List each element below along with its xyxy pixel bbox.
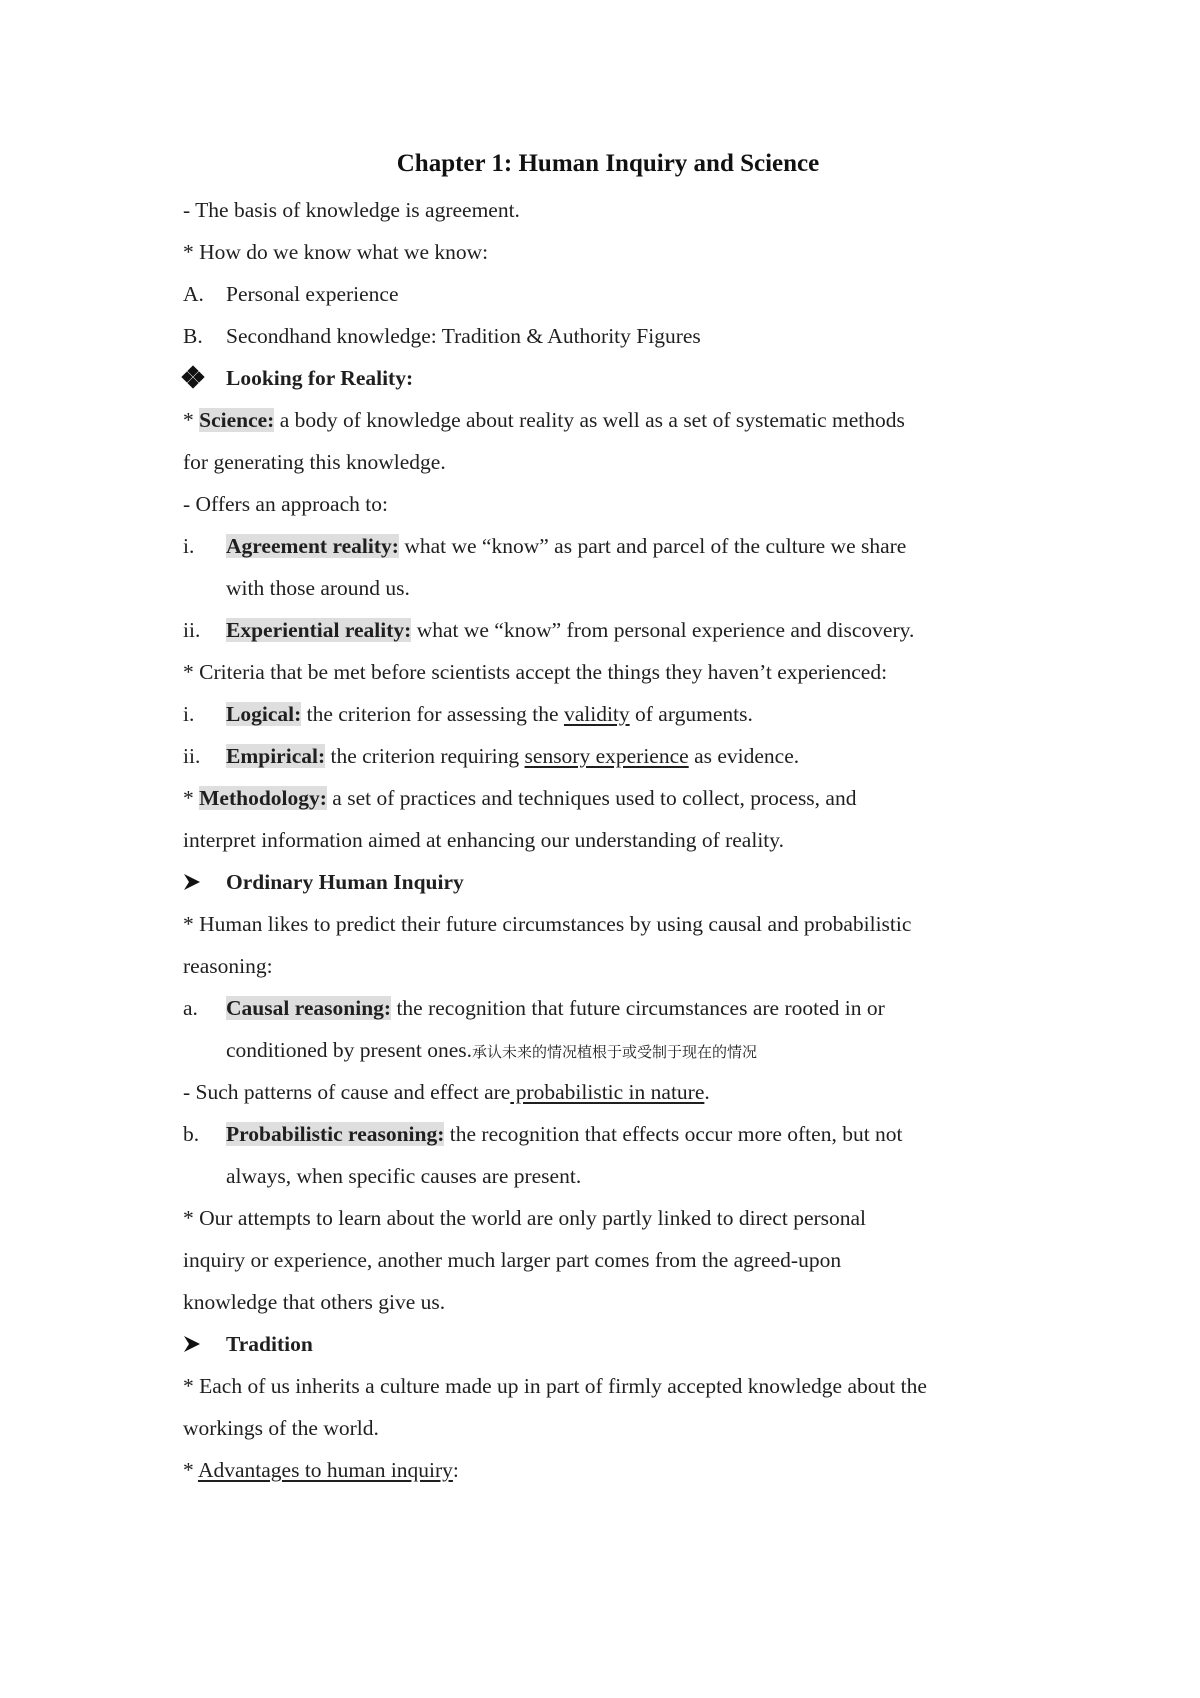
paragraph-methodology: [183, 777, 1033, 819]
list-item-text: Secondhand knowledge: Tradition & Authority Figures: [226, 324, 701, 348]
paragraph-science-cont: for generating this knowledge.: [183, 450, 446, 474]
definition-text: a set of practices and techniques used to collect, process, and: [326, 786, 857, 810]
definition-text: what we “know” as part and parcel of the culture we share: [398, 534, 907, 558]
list-marker: b.: [183, 1122, 200, 1146]
definition-text: the recognition that future circumstances are rooted in or: [391, 996, 885, 1020]
list-item-text: Personal experience: [226, 282, 399, 306]
definition-text: a body of knowledge about reality as well as a set of systematic methods: [274, 408, 905, 432]
list-item-secondhand-knowledge: [183, 315, 1033, 357]
bullet-prefix: *: [183, 408, 200, 432]
paragraph-criteria: * Criteria that be met before scientists accept the things they haven’t experienced:: [183, 660, 888, 684]
paragraph-predict-cont: reasoning:: [183, 954, 273, 978]
paragraph-text: - Such patterns of cause and effect are: [183, 1080, 511, 1104]
heading-text: Looking for Reality:: [226, 366, 414, 390]
paragraph-inherits-cont: workings of the world.: [183, 1416, 379, 1440]
underlined-advantages: Advantages to human inquiry: [197, 1458, 453, 1482]
definition-text-cont: with those around us.: [226, 576, 410, 600]
chinese-annotation: 承认未来的情况植根于或受制于现在的情况: [472, 1045, 758, 1061]
term-logical: Logical:: [226, 702, 302, 726]
list-item-agreement-reality: [183, 525, 1033, 567]
term-agreement-reality: Agreement reality:: [226, 534, 399, 558]
bullet-prefix: *: [183, 786, 200, 810]
list-marker: i.: [183, 702, 195, 726]
list-item-probabilistic-reasoning-cont: [183, 1155, 1033, 1197]
list-item-agreement-reality-cont: [183, 567, 1033, 609]
list-item-causal-reasoning: [183, 987, 1033, 1029]
paragraph-science: [183, 399, 1033, 441]
list-marker: a.: [183, 996, 198, 1020]
paragraph-patterns: [183, 1071, 1033, 1113]
paragraph-how-do-we-know: * How do we know what we know:: [183, 240, 489, 264]
underlined-probabilistic: probabilistic in nature: [510, 1080, 705, 1104]
diamond-bullet-icon: [183, 357, 226, 402]
definition-text-cont: always, when specific causes are present.: [226, 1164, 582, 1188]
list-item-personal-experience: [183, 273, 1033, 315]
heading-text: Tradition: [226, 1332, 313, 1356]
definition-text-end: as evidence.: [688, 744, 800, 768]
paragraph-advantages: [183, 1449, 1033, 1491]
term-science: Science:: [199, 408, 275, 432]
definition-text-cont: conditioned by present ones.: [226, 1038, 473, 1062]
paragraph-inherits: * Each of us inherits a culture made up in part of firmly accepted knowledge about the: [183, 1374, 927, 1398]
arrow-bullet-icon: [183, 1323, 226, 1368]
list-marker: ii.: [183, 744, 201, 768]
list-item-empirical: [183, 735, 1033, 777]
paragraph-text-end: :: [452, 1458, 459, 1482]
definition-text: the recognition that effects occur more often, but not: [444, 1122, 903, 1146]
arrow-bullet-icon: [183, 861, 226, 906]
bullet-prefix: *: [183, 1458, 198, 1482]
heading-tradition: [183, 1323, 1033, 1365]
heading-looking-for-reality: [183, 357, 1033, 399]
list-marker: B.: [183, 324, 203, 348]
heading-text: Ordinary Human Inquiry: [226, 870, 464, 894]
paragraph-offers: - Offers an approach to:: [183, 492, 388, 516]
term-probabilistic-reasoning: Probabilistic reasoning:: [226, 1122, 445, 1146]
list-marker: i.: [183, 534, 195, 558]
definition-text-end: of arguments.: [629, 702, 753, 726]
paragraph-basis: - The basis of knowledge is agreement.: [183, 198, 520, 222]
list-marker: ii.: [183, 618, 201, 642]
paragraph-attempts: * Our attempts to learn about the world are only partly linked to direct personal: [183, 1206, 867, 1230]
underlined-validity: validity: [563, 702, 630, 726]
term-experiential-reality: Experiential reality:: [226, 618, 412, 642]
paragraph-attempts-cont: knowledge that others give us.: [183, 1290, 446, 1314]
list-item-experiential-reality: [183, 609, 1033, 651]
term-empirical: Empirical:: [226, 744, 326, 768]
list-marker: A.: [183, 282, 204, 306]
term-methodology: Methodology:: [199, 786, 327, 810]
underlined-sensory-experience: sensory experience: [524, 744, 689, 768]
definition-text: the criterion for assessing the: [301, 702, 564, 726]
heading-ordinary-human-inquiry: [183, 861, 1033, 903]
paragraph-predict: * Human likes to predict their future circumstances by using causal and probabilistic: [183, 912, 912, 936]
paragraph-methodology-cont: interpret information aimed at enhancing our understanding of reality.: [183, 828, 785, 852]
definition-text: what we “know” from personal experience and discovery.: [411, 618, 915, 642]
paragraph-attempts-cont: inquiry or experience, another much larger part comes from the agreed-upon: [183, 1248, 842, 1272]
list-item-causal-reasoning-cont: [183, 1029, 1033, 1071]
list-item-probabilistic-reasoning: [183, 1113, 1033, 1155]
definition-text: the criterion requiring: [325, 744, 525, 768]
term-causal-reasoning: Causal reasoning:: [226, 996, 392, 1020]
paragraph-text-end: .: [704, 1080, 710, 1104]
document-body: [183, 147, 1033, 1491]
page-title: Chapter 1: Human Inquiry and Science: [396, 150, 820, 177]
list-item-logical: [183, 693, 1033, 735]
